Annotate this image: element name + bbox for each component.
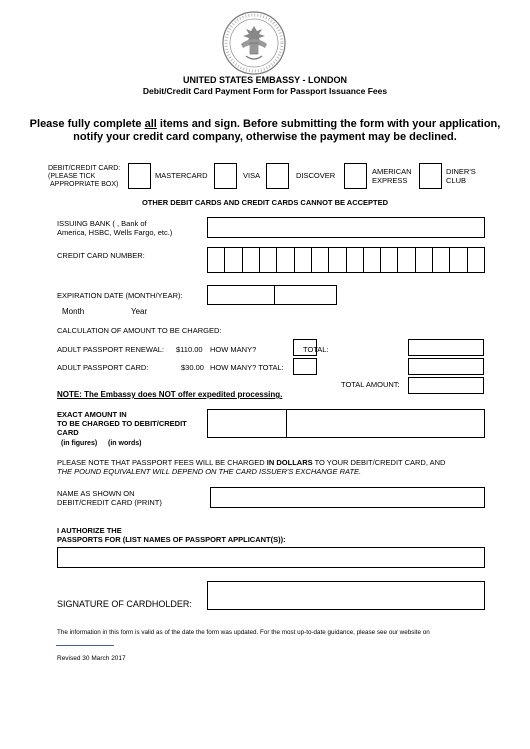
visa-checkbox[interactable] [214, 163, 237, 189]
card-type-label-3: APPROPRIATE BOX) [50, 181, 119, 188]
adult-card-how-many-total: HOW MANY? TOTAL: [210, 363, 284, 372]
discover-checkbox[interactable] [266, 163, 289, 189]
issuing-bank-label-1: ISSUING BANK ( , Bank of [57, 219, 147, 228]
expiration-label: EXPIRATION DATE (MONTH/YEAR): [57, 291, 183, 300]
website-link[interactable] [56, 645, 114, 646]
visa-label: VISA [243, 171, 261, 180]
footer-info: The information in this form is valid as of the date the form was updated. For the most up-to-date guidance, please see our website on [57, 629, 430, 636]
instruction-line2: notify your credit card company, otherwise the payment may be declined. [73, 131, 457, 143]
amount-figures-input[interactable] [207, 409, 287, 438]
year-label: Year [131, 307, 148, 316]
mastercard-checkbox[interactable] [128, 163, 151, 189]
card-number-label: CREDIT CARD NUMBER: [57, 251, 145, 260]
dollars-note-pre: PLEASE NOTE THAT PASSPORT FEES WILL BE CHARGED [57, 458, 267, 467]
issuing-bank-input[interactable] [207, 217, 485, 238]
calculation-heading: CALCULATION OF AMOUNT TO BE CHARGED: [57, 326, 222, 335]
mastercard-label: MASTERCARD [155, 171, 208, 180]
adult-card-label: ADULT PASSPORT CARD: [57, 363, 149, 372]
dollars-note-line2: THE POUND EQUIVALENT WILL DEPEND ON THE CARD ISSUER'S EXCHANGE RATE. [57, 467, 362, 476]
card-type-label-1: DEBIT/CREDIT CARD: [48, 165, 121, 172]
embassy-title: UNITED STATES EMBASSY - LONDON [182, 75, 347, 85]
amex-checkbox[interactable] [344, 163, 367, 189]
dollars-note-bold: IN DOLLARS [266, 458, 313, 467]
embassy-seal [221, 10, 287, 76]
exact-amount-label-1: EXACT AMOUNT IN [57, 410, 127, 419]
discover-label: DISCOVER [296, 171, 336, 180]
name-on-card-label-2: DEBIT/CREDIT CARD (PRINT) [57, 498, 162, 507]
adult-card-total-input[interactable] [408, 358, 484, 375]
revised-date: Revised 30 March 2017 [57, 655, 126, 662]
expedited-note: NOTE: The Embassy does NOT offer expedited processing. [57, 390, 283, 399]
card-number-input[interactable] [207, 247, 485, 273]
amount-words-input[interactable] [286, 409, 485, 438]
in-figures-label: (in figures) [61, 440, 98, 447]
issuing-bank-label-2: America, HSBC, Wells Fargo, etc.) [57, 228, 173, 237]
instruction-line1 [0, 118, 530, 131]
expiration-year-input[interactable] [274, 285, 337, 305]
instruction-all: all [144, 118, 157, 130]
adult-renewal-fee: $110.00 [176, 345, 203, 354]
adult-renewal-how-many: HOW MANY? [210, 345, 257, 354]
diners-checkbox[interactable] [419, 163, 442, 189]
form-title: Debit/Credit Card Payment Form for Passport Issuance Fees [142, 86, 388, 96]
cards-not-accepted-notice: OTHER DEBIT CARDS AND CREDIT CARDS CANNOT BE ACCEPTED [141, 198, 389, 207]
in-words-label: (in words) [108, 440, 142, 447]
expiration-month-input[interactable] [207, 285, 275, 305]
total-amount-label: TOTAL AMOUNT: [341, 380, 400, 389]
diners-label-1: DINER'S [446, 167, 476, 176]
adult-card-fee: $30.00 [181, 363, 204, 372]
total-amount-input[interactable] [408, 377, 484, 394]
signature-label: SIGNATURE OF CARDHOLDER: [57, 599, 192, 609]
instruction-post: items and sign. Before submitting the form with your application, [156, 118, 501, 130]
adult-card-quantity-input[interactable] [293, 358, 317, 375]
amex-label-2: EXPRESS [372, 176, 408, 185]
exact-amount-label-3: CARD [57, 428, 79, 437]
name-on-card-input[interactable] [210, 487, 485, 508]
amex-label-1: AMERICAN [372, 167, 412, 176]
name-on-card-label-1: NAME AS SHOWN ON [57, 489, 135, 498]
dollars-note-post: TO YOUR DEBIT/CREDIT CARD, AND [312, 458, 446, 467]
adult-renewal-total-input[interactable] [408, 339, 484, 356]
applicant-names-input[interactable] [57, 547, 485, 568]
authorize-label-1: I AUTHORIZE THE [57, 526, 122, 535]
exact-amount-label-2: TO BE CHARGED TO DEBIT/CREDIT [57, 419, 187, 428]
signature-input[interactable] [207, 581, 485, 610]
authorize-label-2: PASSPORTS FOR (LIST NAMES OF PASSPORT APPLICANT(S)): [57, 535, 286, 544]
adult-renewal-label: ADULT PASSPORT RENEWAL: [57, 345, 164, 354]
card-type-label-2: (PLEASE TICK [48, 173, 96, 180]
month-label: Month [62, 307, 85, 316]
diners-label-2: CLUB [446, 176, 467, 185]
instruction-pre: Please fully complete [29, 118, 145, 130]
adult-renewal-total-label: TOTAL: [303, 345, 329, 354]
